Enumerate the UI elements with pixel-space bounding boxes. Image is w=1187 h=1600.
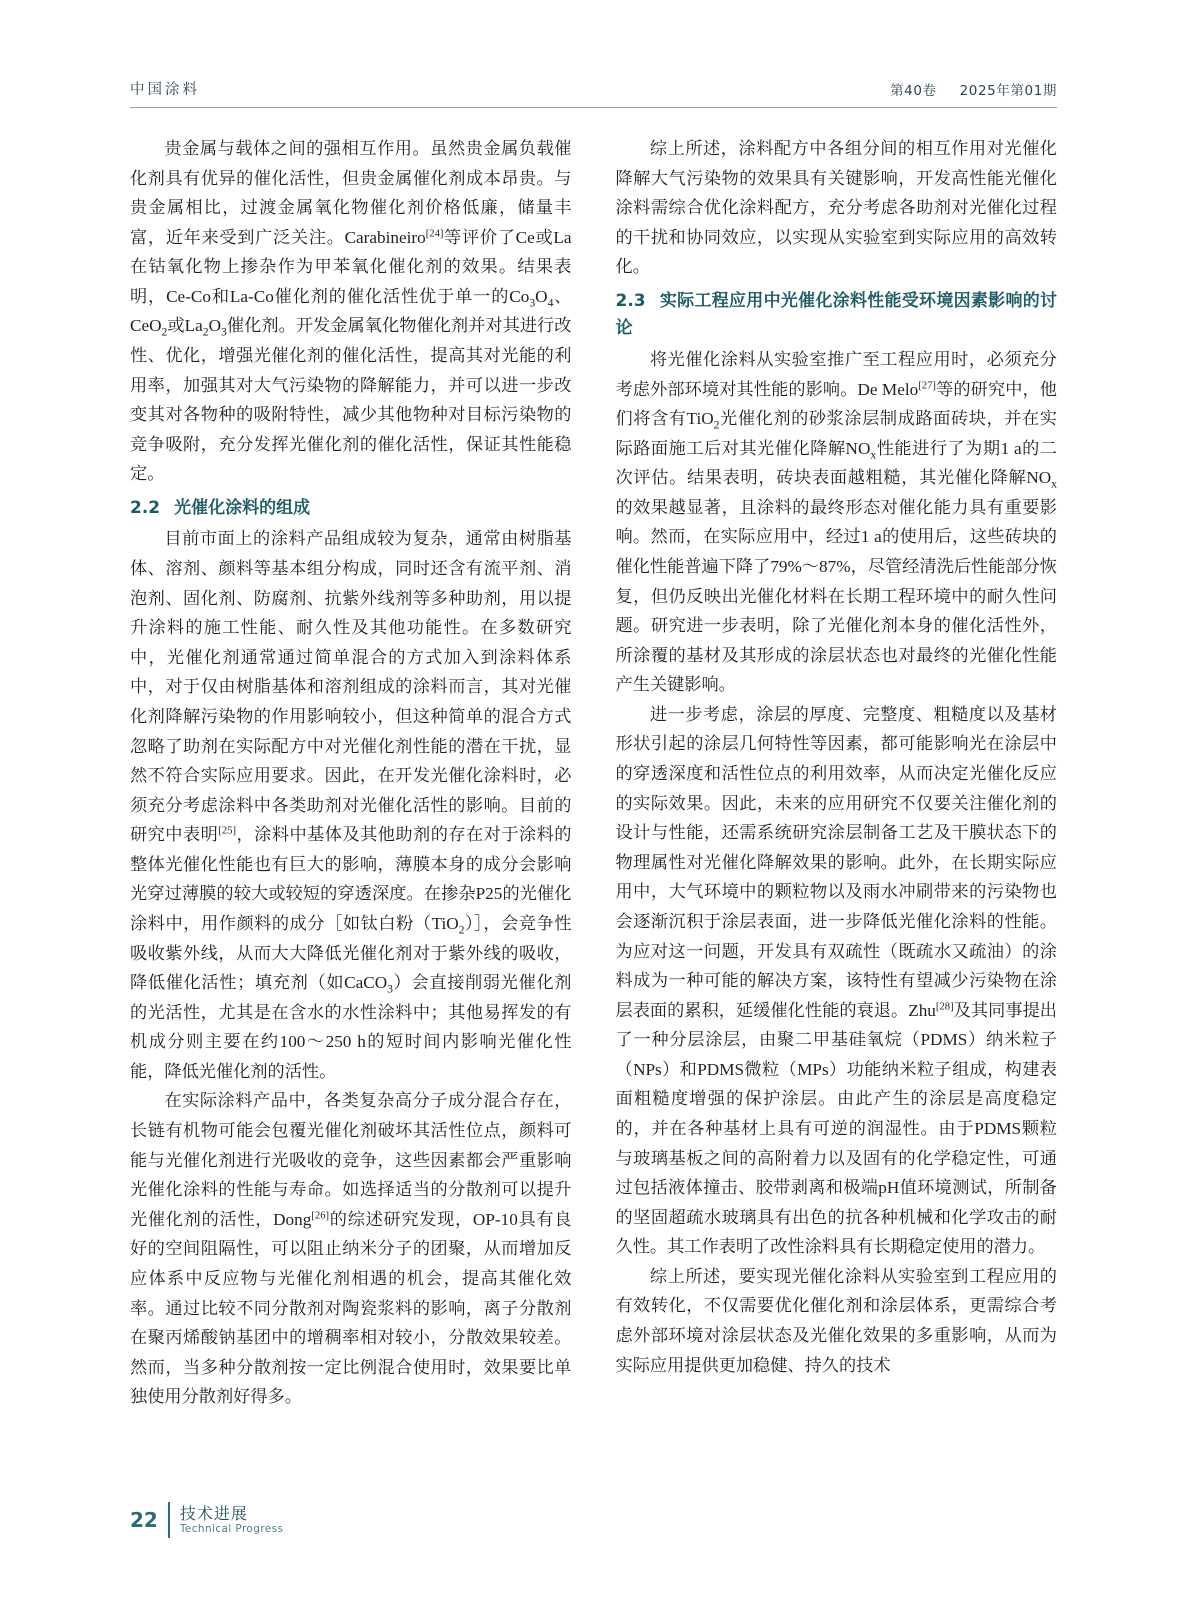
footer-section-en: Technical Progress [179,1523,284,1536]
section-title: 光催化涂料的组成 [174,497,311,518]
page-footer [130,1502,283,1538]
footer-section-cn: 技术进展 [179,1503,248,1523]
issue-label: 2025年第01期 [959,83,1057,99]
section-heading-2-3 [616,288,1058,343]
two-column-body [130,134,1057,1434]
paragraph-left-2: 目前市面上的涂料产品组成较为复杂，通常由树脂基体、溶剂、颜料等基本组分构成，同时还含有流平剂、消泡剂、固化剂、防腐剂、抗紫外线剂等多种助剂，用以提升涂料的施工性能、耐久性及其他功能性。在多数研究中，光催化剂通常通过简单混合的方式加入到涂料体系中，对于仅由树脂基体和溶剂组成的涂料而言，其对光催化剂降解污染物的作用影响较小，但这种简单的混合方式忽略了助剂在实际配方中对光催化剂性能的潜在干扰，显然不符合实际应用要求。因此，在开发光催化涂料时，必须充分考虑涂料中各类助剂对光催化活性的影响。目前的研究中表明[25]，涂料中基体及其他助剂的存在对于涂料的整体光催化性能也有巨大的影响，薄膜本身的成分会影响光穿过薄膜的较大或较短的穿透深度。在掺杂P25的光催化涂料中，用作颜料的成分［如钛白粉（TiO$_2$）］，会竞争性吸收紫外线，从而大大降低光催化剂对于紫外线的吸收，降低催化活性；填充剂（如CaCO$_3$）会直接削弱光催化剂的光活性，尤其是在含水的水性涂料中；其他易挥发的有机成分则主要在约100～250 h的短时间内影响光催化性能，降低光催化剂的活性。 [130,529,572,1081]
paragraph-right-1: 综上所述，涂料配方中各组分间的相互作用对光催化降解大气污染物的效果具有关键影响，开发高性能光催化涂料需综合优化涂料配方，充分考虑各助剂对光催化过程的干扰和协同效应，以实现从实验室到实际应用的高效转化。 [615,139,1057,277]
issue-info [890,79,1057,99]
section-title: 实际工程应用中光催化涂料性能受环境因素影响的讨论 [615,290,1057,339]
paragraph-right-2: 将光催化涂料从实验室推广至工程应用时，必须充分考虑外部环境对其性能的影响。De Melo[27]等的研究中，他们将含有TiO$_2$光催化剂的砂浆涂层制成路面砖块，并在实际路面施工后对其光催化降解$NO_x$性能进行了为期1 a的二次评估。结果表明，砖块表面越粗糙，其光催化降解$NO_x$的效果越显著，且涂料的最终形态对催化能力具有重要影响。然而，在实际应用中，经过1 a的使用后，这些砖块的催化性能普遍下降了79%～87%，尽管经清洗后性能部分恢复，但仍反映出光催化材料在长期工程环境中的耐久性问题。研究进一步表明，除了光催化剂本身的催化活性外，所涂覆的基材及其形成的涂层状态也对最终的光催化性能产生关键影响。 [615,349,1057,695]
page-header [130,78,1057,108]
right-column [616,134,1058,1434]
paragraph-left-1: 贵金属与载体之间的强相互作用。虽然贵金属负载催化剂具有优异的催化活性，但贵金属催化剂成本昂贵。与贵金属相比，过渡金属氧化物催化剂价格低廉，储量丰富，近年来受到广泛关注。Carabineiro[24]等评价了Ce或La在钴氧化物上掺杂作为甲苯氧化催化剂的效果。结果表明，Ce-Co和La-Co催化剂的催化活性优于单一的$Co_3O_4$、CeO$_2$或$La_2O_3$催化剂。开发金属氧化物催化剂并对其进行改性、优化，增强光催化剂的催化活性，提高其对光能的利用率，加强其对大气污染物的降解能力，并可以进一步改变其对各物种的吸附特性，减少其他物种对目标污染物的竞争吸附，充分发挥光催化剂的催化活性，保证其性能稳定。 [130,139,572,484]
paragraph-right-3: 进一步考虑，涂层的厚度、完整度、粗糙度以及基材形状引起的涂层几何特性等因素，都可能影响光在涂层中的穿透深度和活性位点的利用效率，从而决定光催化反应的实际效果。因此，未来的应用研究不仅要关注催化剂的设计与性能，还需系统研究涂层制备工艺及干膜状态下的物理属性对光催化降解效果的影响。此外，在长期实际应用中，大气环境中的颗粒物以及雨水冲刷带来的污染物也会逐渐沉积于涂层表面，进一步降低光催化涂料的性能。为应对这一问题，开发具有双疏性（既疏水又疏油）的涂料成为一种可能的解决方案，该特性有望减少污染物在涂层表面的累积，延缓催化性能的衰退。Zhu[28]及其同事提出了一种分层涂层，由聚二甲基硅氧烷（PDMS）纳米粒子（NPs）和PDMS微粒（MPs）功能纳米粒子组成，构建表面粗糙度增强的保护涂层。由此产生的涂层是高度稳定的，并在各种基材上具有可逆的润湿性。由于PDMS颗粒与玻璃基板之间的高附着力以及固有的化学稳定性，可通过包括液体撞击、胶带剥离和极端pH值环境测试，所制备的坚固超疏水玻璃具有出色的抗各种机械和化学攻击的耐久性。其工作表明了改性涂料具有长期稳定使用的潜力。 [615,704,1057,1257]
left-column [130,134,572,1434]
page-number: 22 [130,1508,158,1532]
section-heading-2-2 [130,495,572,523]
volume-label: 第40卷 [890,83,937,99]
paragraph-left-3: 在实际涂料产品中，各类复杂高分子成分混合存在，长链有机物可能会包覆光催化剂破坏其活性位点，颜料可能与光催化剂进行光吸收的竞争，这些因素都会严重影响光催化涂料的性能与寿命。如选择适当的分散剂可以提升光催化剂的活性，Dong[26]的综述研究发现，OP-10具有良好的空间阻隔性，可以阻止纳米分子的团聚，从而增加反应体系中反应物与光催化剂相遇的机会，提高其催化效率。通过比较不同分散剂对陶瓷浆料的影响，离子分散剂在聚丙烯酸钠基团中的增稠率相对较小，分散效果较差。然而，当多种分散剂按一定比例混合使用时，效果要比单独使用分散剂好得多。 [130,1091,572,1407]
paragraph-right-4: 综上所述，要实现光催化涂料从实验室到工程应用的有效转化，不仅需要优化催化剂和涂层体系，更需综合考虑外部环境对涂层状态及光催化效果的多重影响，从而为实际应用提供更加稳健、持久的技术 [615,1266,1057,1375]
footer-divider [168,1502,170,1538]
section-number: 2.3 [615,290,646,311]
footer-labels [180,1505,284,1535]
section-number: 2.2 [130,497,161,518]
journal-name: 中国涂料 [130,82,200,98]
